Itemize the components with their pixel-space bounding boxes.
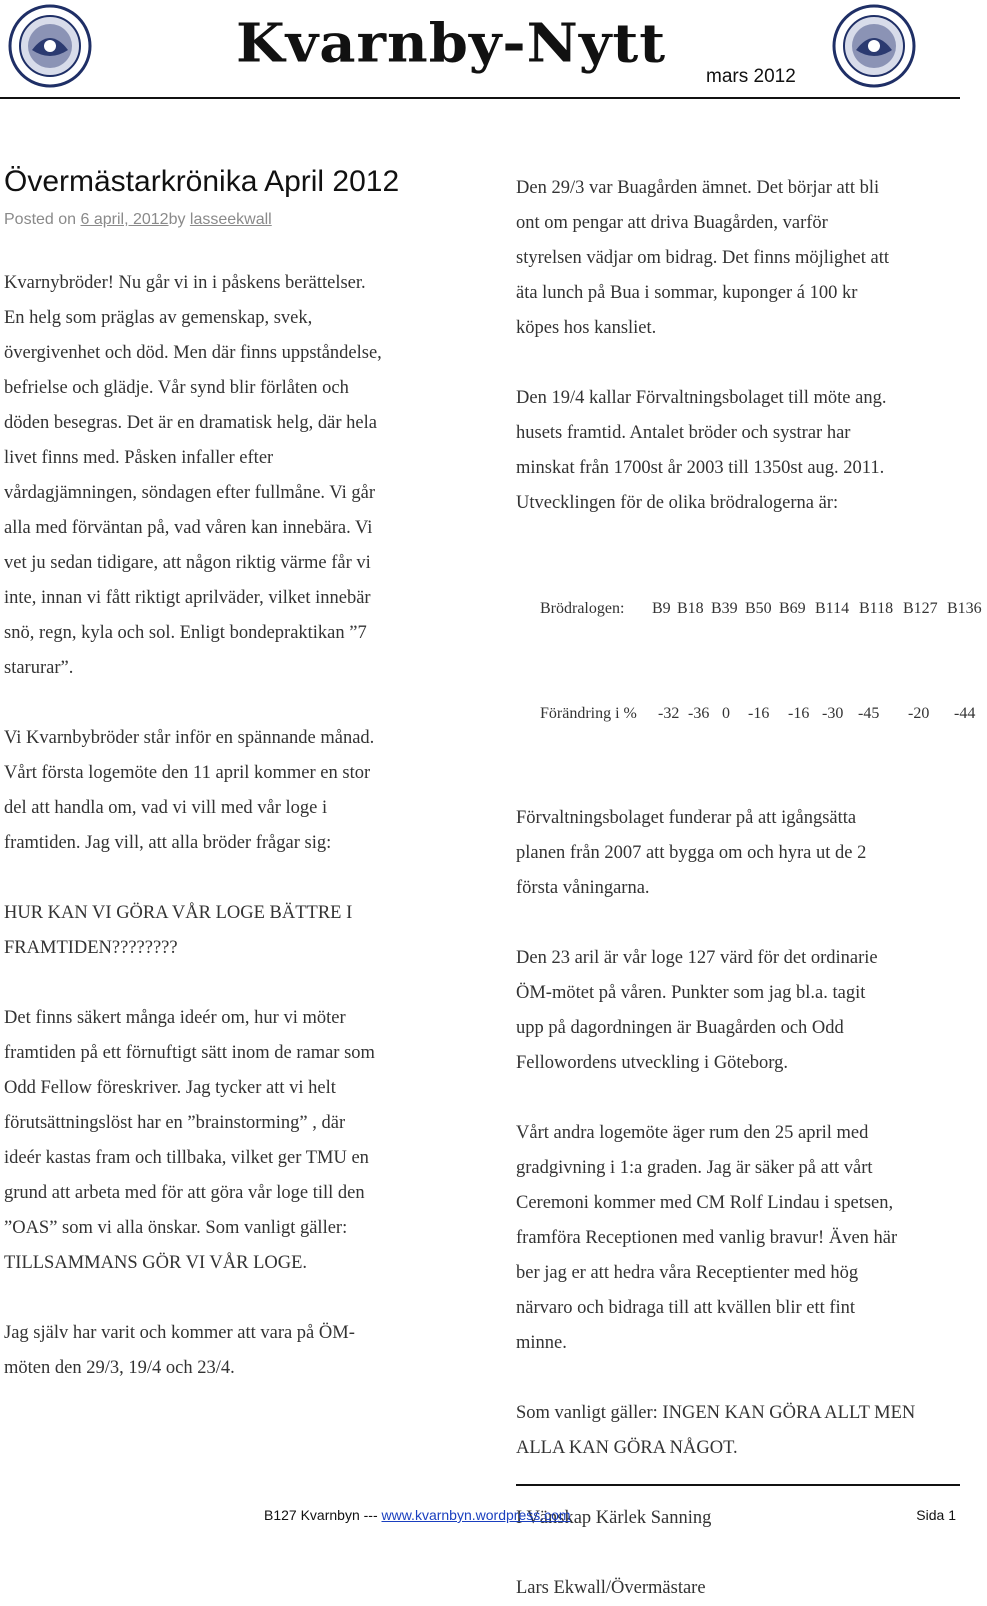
loge-cell: B50 [745,600,772,617]
loge-cell: B136 [947,600,982,617]
paragraph: Den 23 aril är vår loge 127 värd för det ordinarie ÖM-mötet på våren. Punkter som jag bl.a. tagit upp på dagordningen är Buagården och Odd Fellowordens utveckling i Göteborg. [516,948,878,1073]
paragraph: Som vanligt gäller: INGEN KAN GÖRA ALLT MEN ALLA KAN GÖRA NÅGOT. [516,1403,916,1458]
header-seal-right [832,4,916,88]
signature: Lars Ekwall/Övermästare [516,1578,706,1598]
paragraph-gap [516,346,960,381]
paragraph-gap [516,1081,960,1116]
paragraph-gap [4,861,474,896]
closing-greeting: I Vänskap Kärlek Sanning [516,1508,712,1528]
loge-row-label: Brödralogen: [540,600,625,617]
paragraph-gap [516,906,960,941]
change-cell: -45 [858,705,880,722]
posted-line [4,210,474,230]
change-cell: -20 [908,705,930,722]
loge-cell: B18 [677,600,704,617]
loge-table [516,556,982,766]
paragraph-gap [516,1536,960,1571]
paragraph: Den 29/3 var Buagården ämnet. Det börjar att bli ont om pengar att driva Buagården, varför styrelsen vädjar om bidrag. Det finns möjlighet att äta lunch på Bua i sommar, kuponger á 100 kr köpes hos kansliet. [516,178,889,338]
header-rule [0,97,960,99]
paragraph-gap [516,1361,960,1396]
paragraph: Vi Kvarnbybröder står inför en spännande månad. Vårt första logemöte den 11 april kommer en stor del att handla om, vad vi vill med vår loge i framtiden. Jag vill, att alla bröder frågar sig: [4,728,375,853]
odd-fellow-seal-icon [832,4,916,88]
paragraph: Det finns säkert många ideér om, hur vi möter framtiden på ett förnuftigt sätt inom de ramar som Odd Fellow föreskriver. Jag tycker att vi helt förutsättningslöst har en ”brainstorming” , där ideér kastas fram och tillbaka, vilket ger TMU en grund att arbeta med för att göra vår loge till den ”OAS” som vi alla önskar. Som vanligt gäller: TILLSAMMANS GÖR VI VÅR LOGE. [4,1008,375,1273]
footer [0,1507,960,1527]
change-cell: -32 [658,705,680,722]
change-cell: -16 [788,705,810,722]
change-cell: -36 [688,705,710,722]
paragraph-gap [4,686,474,721]
right-column [516,171,982,1606]
paragraph-gap [4,1281,474,1316]
masthead-title: Kvarnby-Nytt [236,11,667,75]
change-row [516,661,976,766]
paragraph-gap [516,766,960,801]
odd-fellow-seal-icon [8,4,92,88]
paragraph: Den 19/4 kallar Förvaltningsbolaget till möte ang. husets framtid. Antalet bröder och systrar har minskat från 1700st år 2003 till 1350st aug. 2011. Utvecklingen för de olika brödralogerna är: [516,388,887,513]
footer-site-link[interactable]: www.kvarnbyn.wordpress.com [381,1507,571,1523]
loge-row [516,556,982,661]
posted-prefix: Posted on [4,211,81,228]
loge-cell: B39 [711,600,738,617]
article-title: Övermästarkrönika April 2012 [4,165,400,198]
left-column [4,160,474,1386]
author-link[interactable]: lasseekwall [189,211,272,228]
change-cell: 0 [722,705,730,722]
posted-by: by [168,211,190,228]
change-cell: -30 [822,705,844,722]
loge-cell: B114 [815,600,850,617]
footer-center [264,1507,571,1523]
page-number: Sida 1 [916,1507,956,1523]
change-cell: -44 [954,705,976,722]
paragraph-gap [516,521,960,556]
loge-cell: B69 [779,600,806,617]
change-row-label: Förändring i % [540,705,637,722]
footer-prefix: B127 Kvarnbyn --- [264,1507,382,1523]
paragraph: Kvarnybröder! Nu går vi in i påskens berättelser. En helg som präglas av gemenskap, svek, övergivenhet och död. Men där finns uppståndelse, befrielse och glädje. Vår synd blir förlåten och döden besegras. Det är en dramatisk helg, där hela livet finns med. Påsken infaller efter vårdagjämningen, söndagen efter fullmåne. Vi går alla med förväntan på, vad våren kan innebära. Vi vet ju sedan tidigare, att någon riktig värme får vi inte, innan vi fått riktigt aprilväder, vilket innebär snö, regn, kyla och sol. Enligt bondepraktikan ”7 starurar”. [4,273,382,678]
paragraph: Vårt andra logemöte äger rum den 25 april med gradgivning i 1:a graden. Jag är säker på att vårt Ceremoni kommer med CM Rolf Lindau i spetsen, framföra Receptionen med vanlig bravur! Även här ber jag er att hedra våra Receptienter med hög närvaro och bidraga till att kvällen blir ett fint minne. [516,1123,898,1353]
paragraph: Jag själv har varit och kommer att vara på ÖM- möten den 29/3, 19/4 och 23/4. [4,1323,355,1378]
footer-rule [516,1484,960,1486]
paragraph: HUR KAN VI GÖRA VÅR LOGE BÄTTRE I FRAMTIDEN???????? [4,903,353,958]
posted-date-link[interactable]: 6 april, 2012 [80,211,169,228]
paragraph-gap [4,966,474,1001]
loge-cell: B127 [903,600,938,617]
header-seal-left [8,4,92,88]
change-cell: -16 [748,705,770,722]
paragraph: Förvaltningsbolaget funderar på att igångsätta planen från 2007 att bygga om och hyra ut de 2 första våningarna. [516,808,867,898]
loge-cell: B118 [859,600,894,617]
issue-date: mars 2012 [706,66,796,87]
loge-cell: B9 [652,600,671,617]
